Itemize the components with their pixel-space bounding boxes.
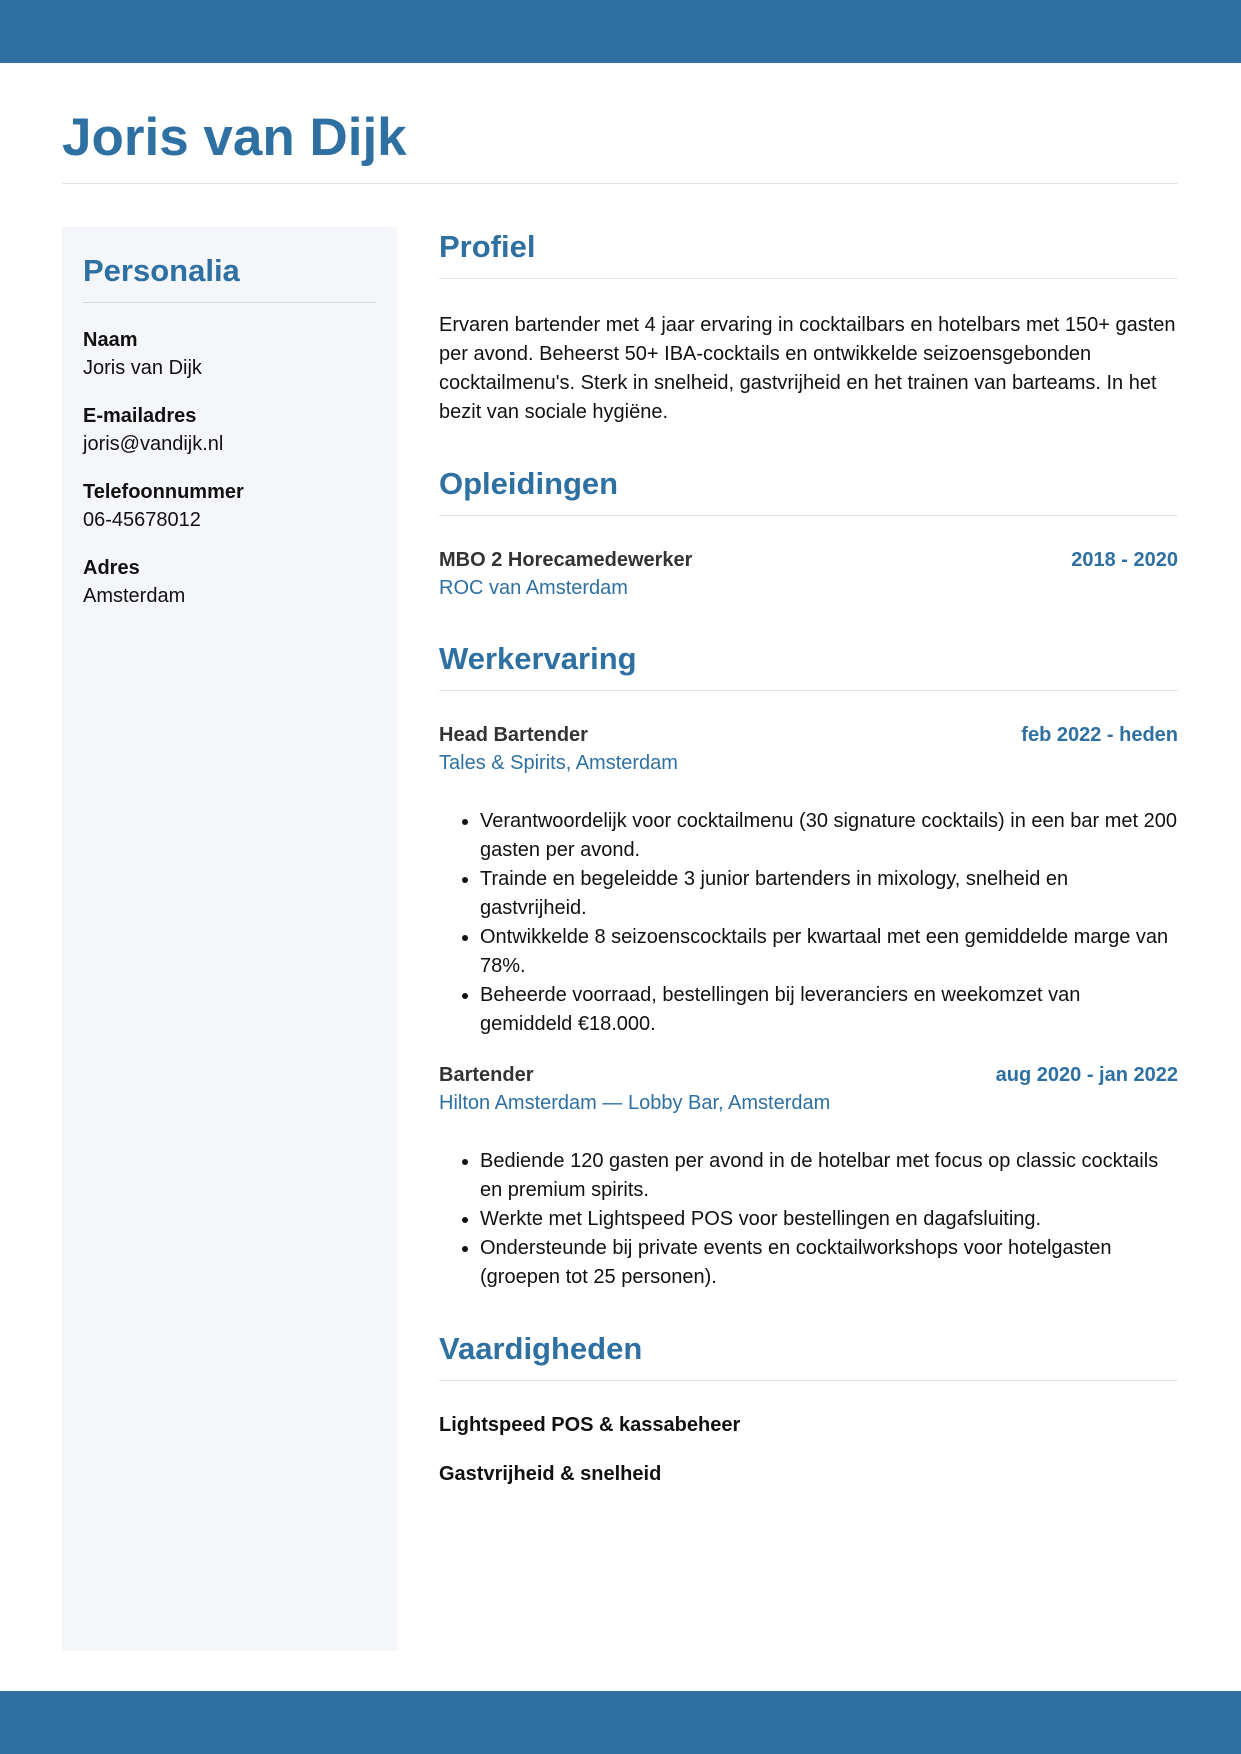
education-school: ROC van Amsterdam: [439, 577, 628, 599]
personal-details-sidebar: [62, 227, 397, 1651]
section-divider: [439, 278, 1178, 279]
main-content: [439, 224, 1178, 1488]
profile-text: Ervaren bartender met 4 jaar ervaring in cocktailbars en hotelbars met 150+ gasten per avond. Beheerst 50+ IBA-cocktails en ontwikkelde seizoensgebonden cocktailmenu's. Sterk in snelheid, gastvrijheid en het trainen van barteams. In het bezit van sociale hygiëne.: [439, 314, 1176, 423]
job-bullets: [439, 807, 1178, 1039]
skill-item: Lightspeed POS & kassabeheer: [439, 1414, 741, 1436]
entry-header: [439, 721, 1178, 749]
field-phone: [83, 478, 376, 534]
sidebar-divider: [83, 302, 376, 303]
field-value: Joris van Dijk: [83, 357, 202, 379]
list-item: • Ondersteunde bij private events en cocktailworkshops voor hotelgasten (groepen tot 25 personen).: [480, 1234, 1178, 1292]
section-divider: [439, 515, 1178, 516]
section-title: Vaardigheden: [439, 1331, 643, 1366]
field-label: E-mailadres: [83, 405, 197, 427]
job-company: Hilton Amsterdam — Lobby Bar, Amsterdam: [439, 1092, 831, 1114]
list-item: • Verantwoordelijk voor cocktailmenu (30 signature cocktails) in een bar met 200 gasten per avond.: [480, 807, 1178, 865]
field-email: [83, 402, 376, 458]
education-degree: MBO 2 Horecamedewerker: [439, 549, 693, 571]
profile-section: [439, 224, 1178, 427]
section-divider: [439, 1380, 1178, 1381]
header-band: [0, 0, 1241, 63]
job-company: Tales & Spirits, Amsterdam: [439, 752, 678, 774]
field-label: Telefoonnummer: [83, 481, 244, 503]
field-label: Naam: [83, 329, 138, 351]
experience-section: [439, 636, 1178, 1292]
job-role: Head Bartender: [439, 724, 588, 746]
footer-band: [0, 1691, 1241, 1754]
skills-section: [439, 1326, 1178, 1488]
candidate-name: Joris van Dijk: [62, 108, 407, 167]
entry-header: [439, 546, 1178, 574]
list-item: • Beheerde voorraad, bestellingen bij leveranciers en weekomzet van gemiddeld €18.000.: [480, 981, 1178, 1039]
job-dates: aug 2020 - jan 2022: [995, 1064, 1178, 1086]
list-item: • Werkte met Lightspeed POS voor bestellingen en dagafsluiting.: [480, 1205, 1178, 1234]
section-title: Profiel: [439, 229, 536, 264]
education-entry: [439, 546, 1178, 602]
field-name: [83, 326, 376, 382]
skill-item: Gastvrijheid & snelheid: [439, 1463, 662, 1485]
list-item: • Trainde en begeleidde 3 junior bartenders in mixology, snelheid en gastvrijheid.: [480, 865, 1178, 923]
field-value: Amsterdam: [83, 585, 186, 607]
section-divider: [439, 690, 1178, 691]
entry-header: [439, 1061, 1178, 1089]
job-dates: feb 2022 - heden: [1021, 724, 1178, 746]
job-role: Bartender: [439, 1064, 534, 1086]
list-item: • Bediende 120 gasten per avond in de hotelbar met focus op classic cocktails en premium spirits.: [480, 1147, 1178, 1205]
education-dates: 2018 - 2020: [1071, 549, 1178, 571]
section-title: Opleidingen: [439, 466, 619, 501]
experience-entry: [439, 721, 1178, 1039]
field-value: joris@vandijk.nl: [83, 433, 224, 455]
list-item: • Ontwikkelde 8 seizoenscocktails per kwartaal met een gemiddelde marge van 78%.: [480, 923, 1178, 981]
field-label: Adres: [83, 557, 140, 579]
education-section: [439, 461, 1178, 602]
field-address: [83, 554, 376, 610]
name-divider: [62, 183, 1178, 184]
skills-list: [439, 1411, 1178, 1488]
experience-entry: [439, 1061, 1178, 1292]
job-bullets: [439, 1147, 1178, 1292]
section-title: Werkervaring: [439, 641, 637, 676]
field-value: 06-45678012: [83, 509, 201, 531]
sidebar-title: Personalia: [83, 253, 240, 288]
